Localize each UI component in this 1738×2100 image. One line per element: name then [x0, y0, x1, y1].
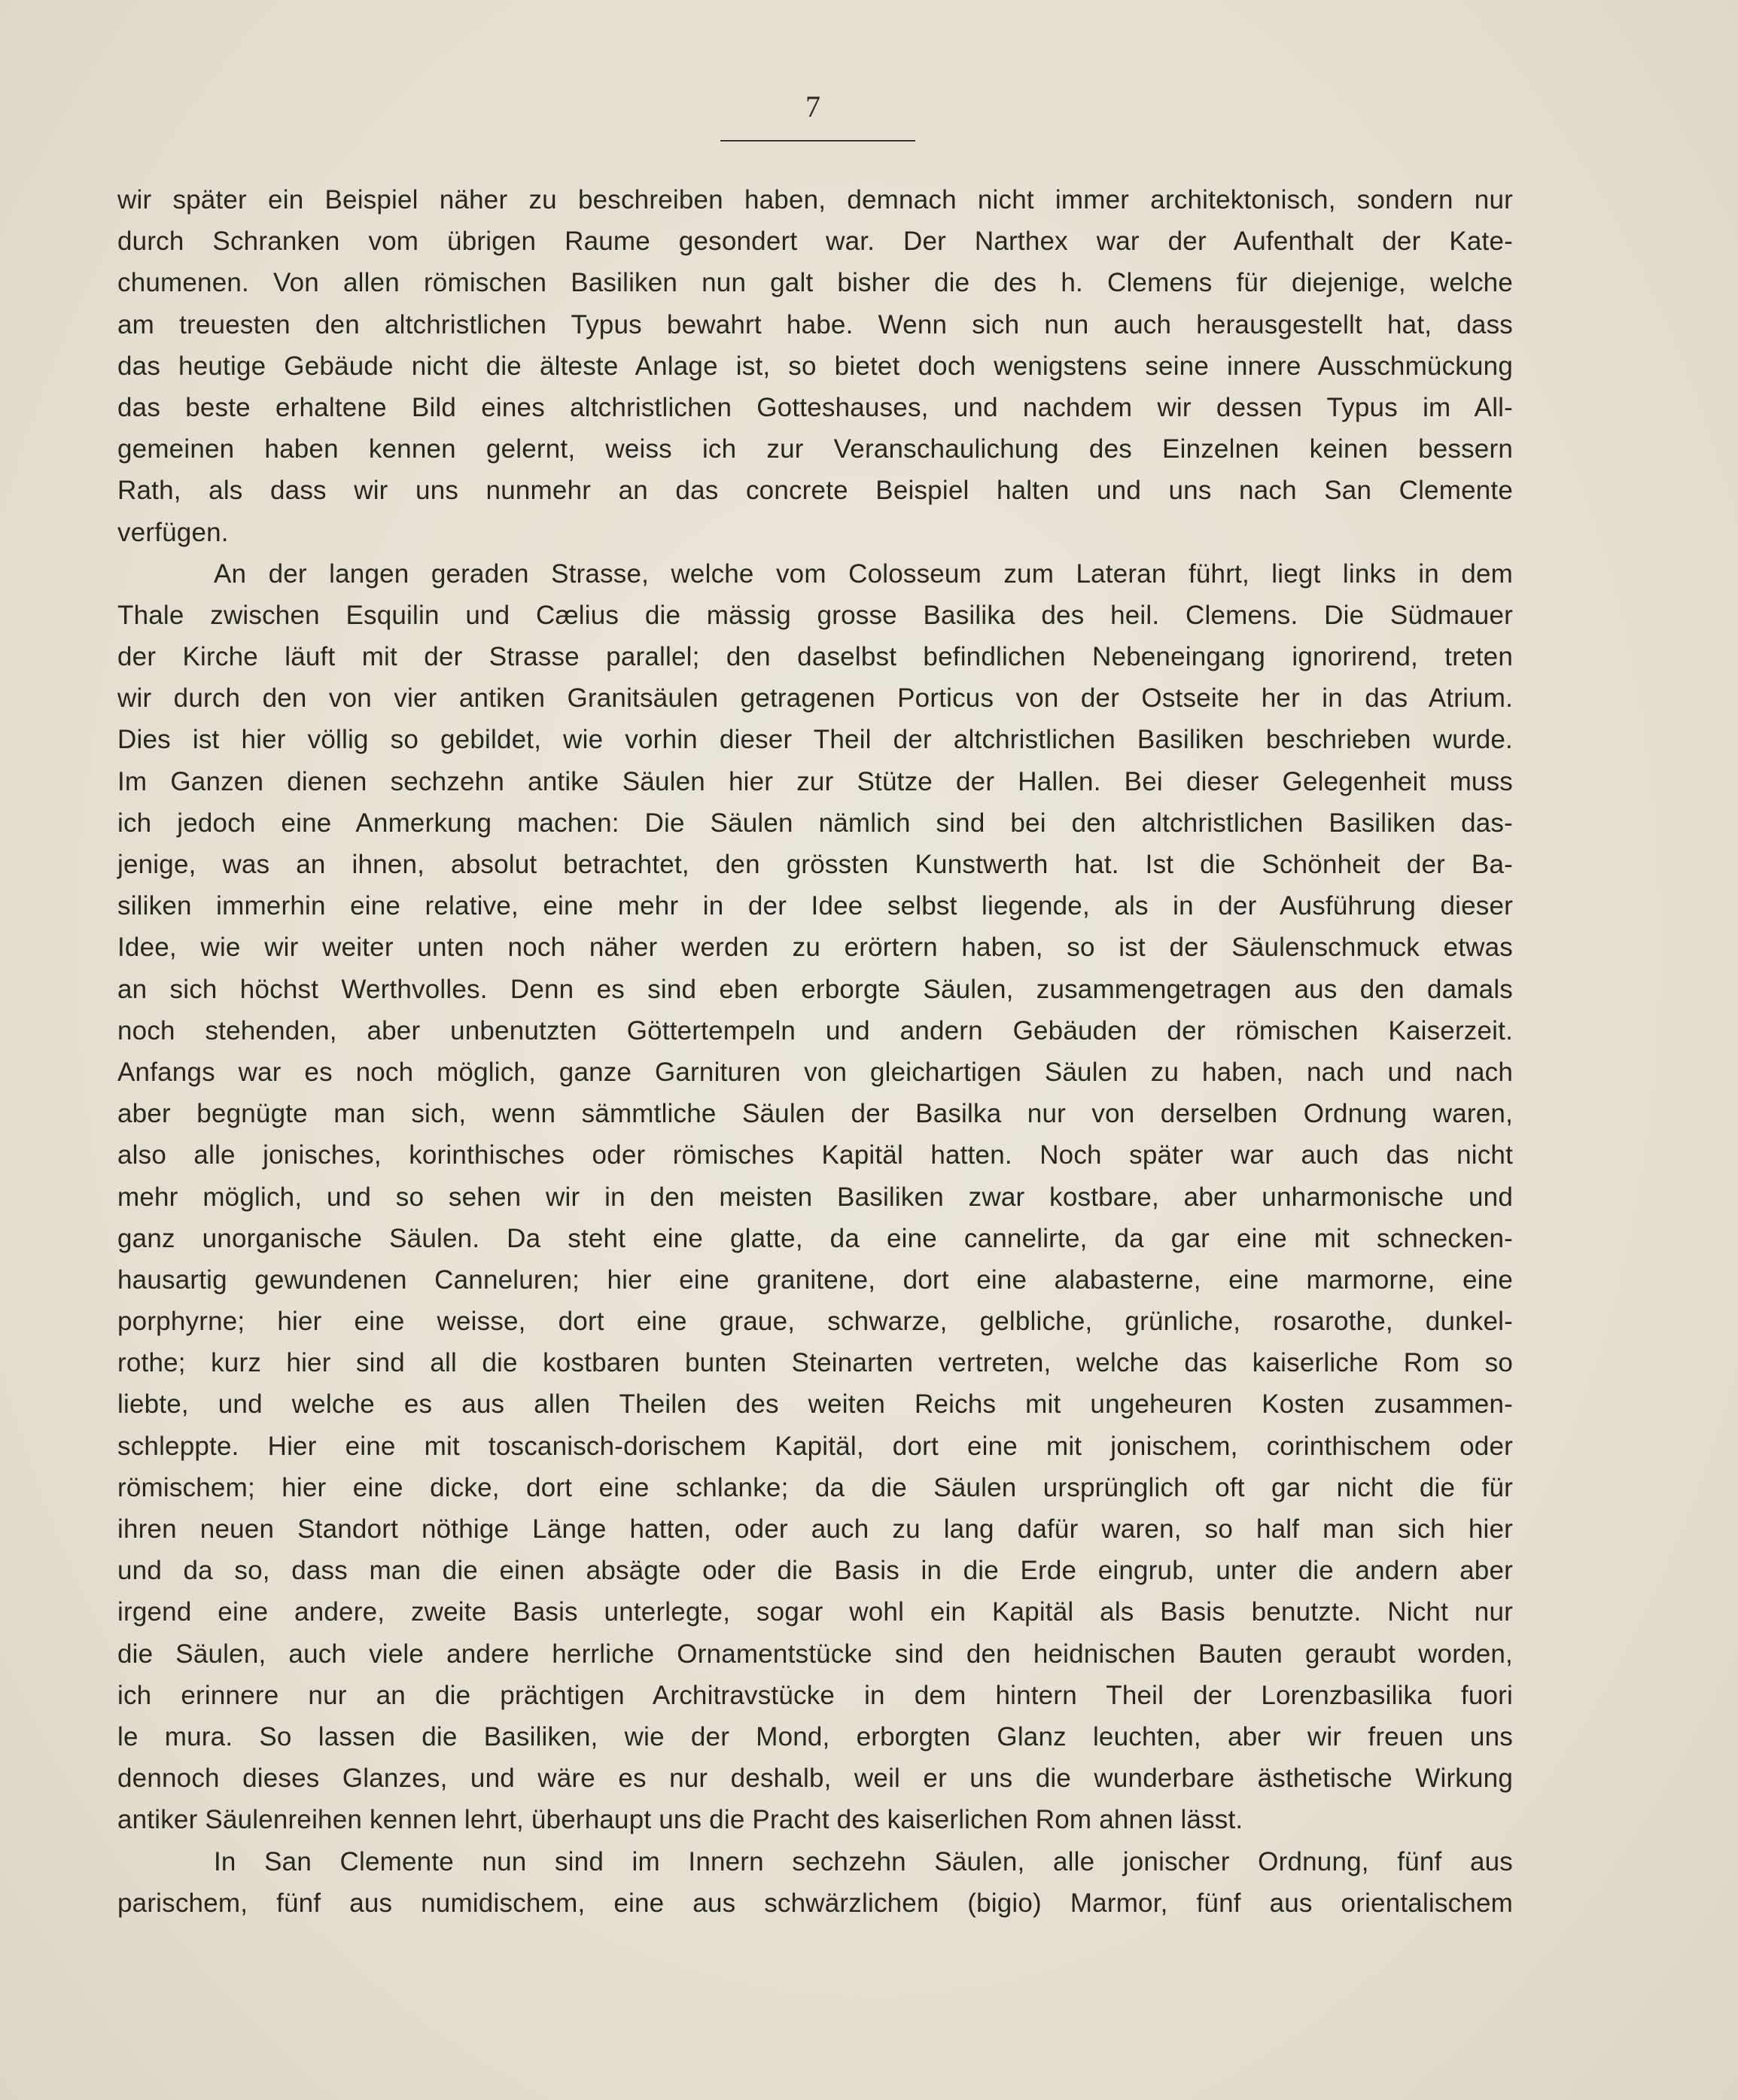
text-line: durch Schranken vom übrigen Raume gesondert war. Der Narthex war der Aufenthalt der Kate-: [117, 227, 1513, 257]
text-line: le mura. So lassen die Basiliken, wie der Mond, erborgten Glanz leuchten, aber wir freuen uns: [117, 1721, 1513, 1752]
page-number: 7: [805, 90, 820, 123]
text-line: und da so, dass man die einen absägte oder die Basis in die Erde eingrub, unter die andern aber: [117, 1556, 1513, 1586]
paragraph: [117, 179, 1513, 553]
text-line: antiker Säulenreihen kennen lehrt, überhaupt uns die Pracht des kaiserlichen Rom ahnen lässt.: [117, 1805, 1243, 1835]
text-line: der Kirche läuft mit der Strasse parallel; den daselbst befindlichen Nebeneingang ignorirend, treten: [117, 642, 1513, 672]
text-line: aber begnügte man sich, wenn sämmtliche Säulen der Basilka nur von derselben Ordnung waren,: [117, 1099, 1513, 1129]
text-line: An der langen geraden Strasse, welche vom Colosseum zum Lateran führt, liegt links in dem: [214, 558, 1513, 589]
body-text: [117, 179, 1513, 1924]
paragraph: [117, 1841, 1513, 1924]
text-line: In San Clemente nun sind im Innern sechzehn Säulen, alle jonischer Ordnung, fünf aus: [214, 1846, 1513, 1876]
text-line: parischem, fünf aus numidischem, eine aus schwärzlichem (bigio) Marmor, fünf aus orientalischem: [117, 1888, 1513, 1918]
text-line: römischem; hier eine dicke, dort eine schlanke; da die Säulen ursprünglich oft gar nicht die für: [117, 1472, 1513, 1502]
text-line: also alle jonisches, korinthisches oder römisches Kapitäl hatten. Noch später war auch das nicht: [117, 1140, 1513, 1170]
text-line: liebte, und welche es aus allen Theilen des weiten Reichs mit ungeheuren Kosten zusammen-: [117, 1389, 1513, 1420]
text-line: ich jedoch eine Anmerkung machen: Die Säulen nämlich sind bei den altchristlichen Basiliken das-: [117, 808, 1513, 838]
paragraph: [117, 553, 1513, 1841]
text-line: Rath, als dass wir uns nunmehr an das concrete Beispiel halten und uns nach San Clemente: [117, 476, 1513, 506]
text-line: jenige, was an ihnen, absolut betrachtet, den grössten Kunstwerth hat. Ist die Schönheit der Ba-: [117, 850, 1513, 879]
text-line: das beste erhaltene Bild eines altchristlichen Gotteshauses, und nachdem wir dessen Typus im All-: [117, 392, 1513, 422]
text-line: irgend eine andere, zweite Basis unterlegte, sogar wohl ein Kapitäl als Basis benutzte. Nicht nur: [117, 1597, 1513, 1627]
text-line: wir später ein Beispiel näher zu beschreiben haben, demnach nicht immer architektonisch, sondern nur: [117, 185, 1513, 215]
text-line: noch stehenden, aber unbenutzten Göttertempeln und andern Gebäuden der römischen Kaiserzeit.: [117, 1015, 1513, 1045]
text-line: ihren neuen Standort nöthige Länge hatten, oder auch zu lang dafür waren, so half man sich hier: [117, 1514, 1513, 1544]
text-line: am treuesten den altchristlichen Typus bewahrt habe. Wenn sich nun auch herausgestellt hat, dass: [117, 309, 1513, 339]
text-line: mehr möglich, und so sehen wir in den meisten Basiliken zwar kostbare, aber unharmonische und: [117, 1182, 1513, 1212]
text-line: hausartig gewundenen Canneluren; hier eine granitene, dort eine alabasterne, eine marmorne, eine: [117, 1265, 1513, 1295]
text-line: Anfangs war es noch möglich, ganze Garnituren von gleichartigen Säulen zu haben, nach und nach: [117, 1057, 1513, 1087]
text-line: Dies ist hier völlig so gebildet, wie vorhin dieser Theil der altchristlichen Basiliken beschrieben wurde.: [117, 725, 1513, 755]
text-line: verfügen.: [117, 517, 229, 547]
text-line: gemeinen haben kennen gelernt, weiss ich zur Veranschaulichung des Einzelnen keinen bessern: [117, 434, 1513, 464]
text-line: Im Ganzen dienen sechzehn antike Säulen hier zur Stütze der Hallen. Bei dieser Gelegenheit muss: [117, 766, 1513, 796]
text-line: rothe; kurz hier sind all die kostbaren bunten Steinarten vertreten, welche das kaiserliche Rom so: [117, 1348, 1513, 1378]
text-line: Thale zwischen Esquilin und Cælius die mässig grosse Basilika des heil. Clemens. Die Südmauer: [117, 600, 1513, 630]
text-line: an sich höchst Werthvolles. Denn es sind eben erborgte Säulen, zusammengetragen aus den damals: [117, 974, 1513, 1004]
text-line: das heutige Gebäude nicht die älteste Anlage ist, so bietet doch wenigstens seine innere Ausschmückung: [117, 351, 1513, 381]
header-rule: [720, 140, 915, 142]
text-line: schleppte. Hier eine mit toscanisch-dorischem Kapitäl, dort eine mit jonischem, corinthischem oder: [117, 1431, 1513, 1461]
text-line: dennoch dieses Glanzes, und wäre es nur deshalb, weil er uns die wunderbare ästhetische Wirkung: [117, 1764, 1513, 1794]
text-line: ganz unorganische Säulen. Da steht eine glatte, da eine cannelirte, da gar eine mit schnecken-: [117, 1223, 1513, 1253]
text-line: siliken immerhin eine relative, eine mehr in der Idee selbst liegende, als in der Ausführung dieser: [117, 891, 1513, 921]
text-line: wir durch den von vier antiken Granitsäulen getragenen Porticus von der Ostseite her in das Atrium.: [117, 683, 1513, 714]
text-line: porphyrne; hier eine weisse, dort eine graue, schwarze, gelbliche, grünliche, rosarothe, dunkel-: [117, 1307, 1513, 1337]
text-line: ich erinnere nur an die prächtigen Architravstücke in dem hintern Theil der Lorenzbasilika fuori: [117, 1680, 1513, 1710]
text-line: chumenen. Von allen römischen Basiliken nun galt bisher die des h. Clemens für diejenige, welche: [117, 268, 1513, 298]
text-line: die Säulen, auch viele andere herrliche Ornamentstücke sind den heidnischen Bauten geraubt worden,: [117, 1639, 1513, 1669]
text-line: Idee, wie wir weiter unten noch näher werden zu erörtern haben, so ist der Säulenschmuck etwas: [117, 933, 1513, 963]
